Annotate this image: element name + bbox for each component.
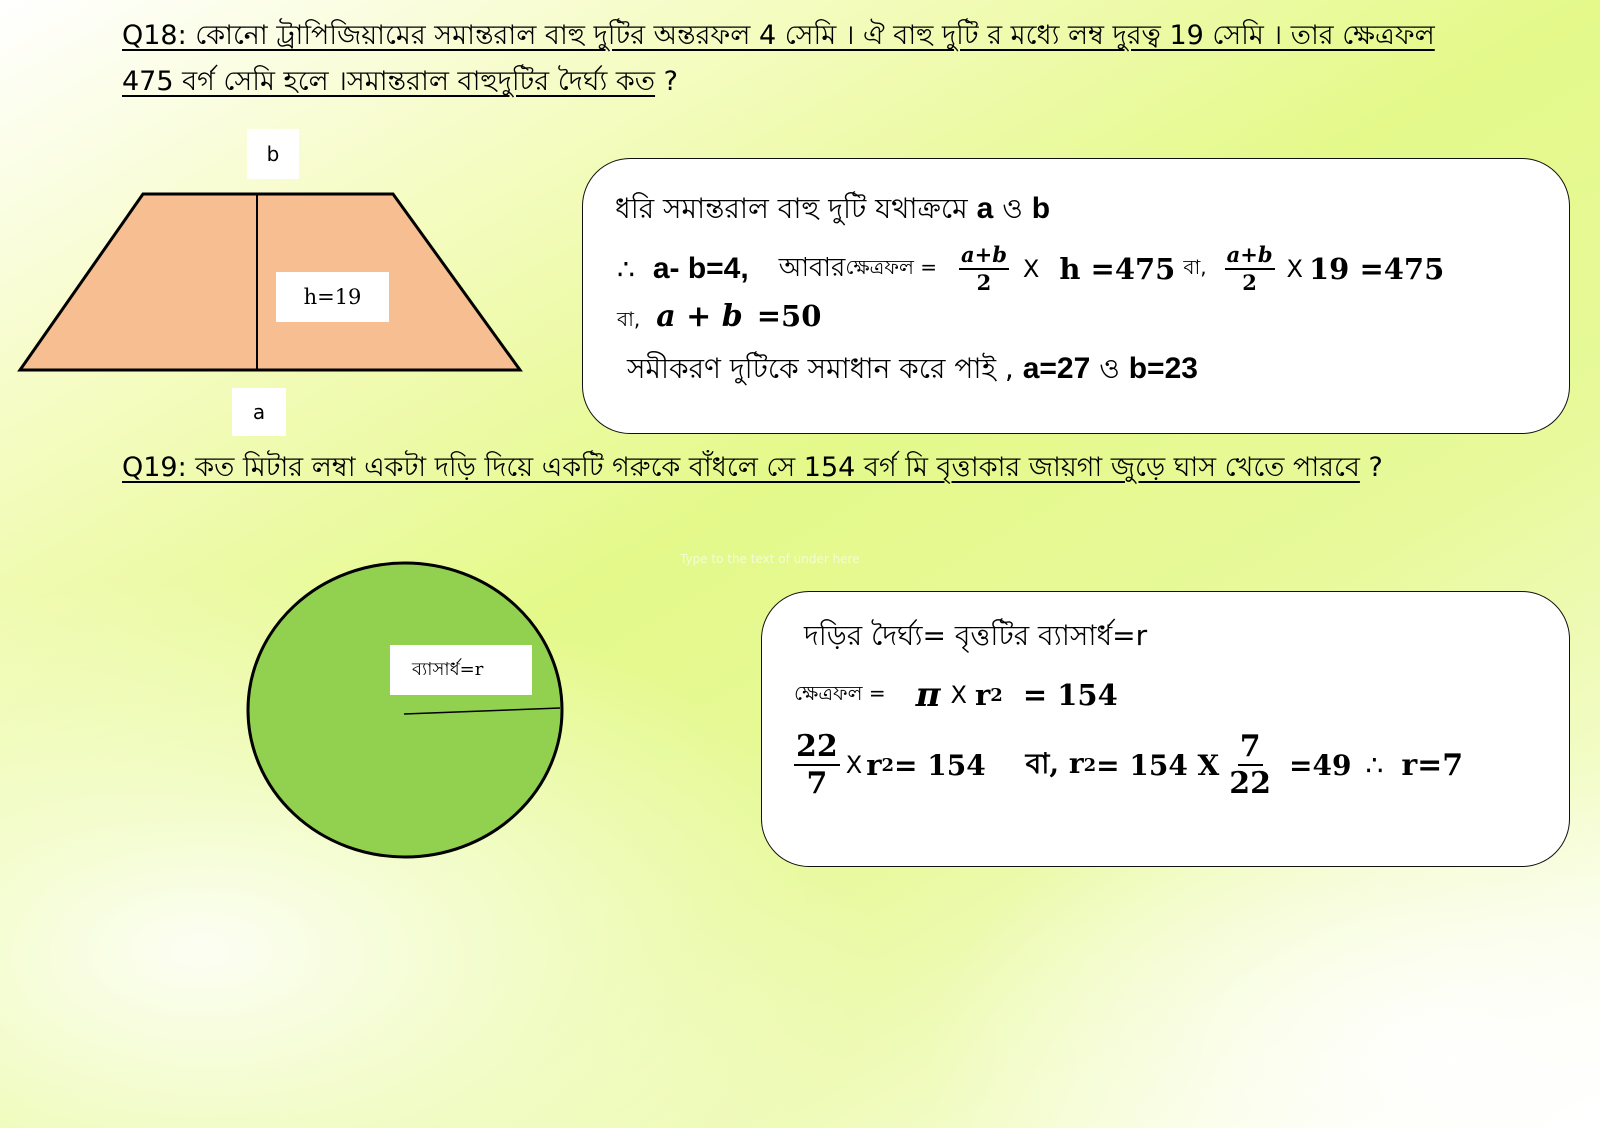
circle-diagram bbox=[230, 560, 570, 870]
q19-solution-panel bbox=[761, 591, 1570, 867]
q19-question: Q19: কত মিটার লম্বা একটা দড়ি দিয়ে একটি গরুকে বাঁধলে সে 154 বর্গ মি বৃত্তাকার জায়গা জুড়ে ঘাস খেতে পারবে ? bbox=[122, 452, 1383, 483]
fraction-a-plus-b-over-2: $\frac{a+b}{2}$ bbox=[961, 241, 1007, 295]
faint-placeholder-text: Type to the text of under here bbox=[680, 552, 860, 566]
q18-question-line2: 475 বর্গ সেমি হলে ।সমান্তরাল বাহুদুটির দৈর্ঘ্য কত ? bbox=[122, 66, 678, 97]
q18-question-line1: Q18: কোনো ট্রাপিজিয়ামের সমান্তরাল বাহু দুটির অন্তরফল 4 সেমি । ঐ বাহু দুটি র মধ্যে লম্ব দুরত্ব 19 সেমি । তার ক্ষেত্রফল bbox=[122, 20, 1435, 51]
fraction-7-over-22: $\frac{7}{22}$ bbox=[1229, 728, 1272, 801]
q19-solution-line3: $\frac{22}{7}$ X r 2 = 154 বা, r 2 = 154 X $\frac{7}{22}$ =49 ∴ r=7 bbox=[796, 728, 1464, 801]
q18-solution-line4: সমীকরণ দুটিকে সমাধান করে পাই , a=27 ও b=23 bbox=[627, 352, 1198, 385]
q18-solution-line3: বা, a + b =50 bbox=[617, 299, 822, 334]
trapezoid-diagram bbox=[0, 0, 560, 440]
q18-solution-line2: ∴ a- b=4, আবার ক্ষেত্রফল = $\frac{a+b}{2}$ X h =475 বা, $\frac{a+b}{2}$ X 19 =475 bbox=[617, 241, 1445, 295]
label-top-side: b bbox=[247, 129, 299, 179]
fraction-22-over-7: $\frac{22}{7}$ bbox=[796, 728, 838, 801]
q19-solution-line2: ক্ষেত্রফল = π X r 2 = 154 bbox=[794, 675, 1118, 715]
trapezoid-shape bbox=[20, 194, 520, 370]
label-bottom-side: a bbox=[232, 388, 286, 436]
q18-solution-line1: ধরি সমান্তরাল বাহু দুটি যথাক্রমে a ও b bbox=[615, 192, 1051, 225]
label-radius: ব্যাসার্ধ=r bbox=[390, 645, 532, 695]
q19-solution-line1: দড়ির দৈর্ঘ্য= বৃত্তটির ব্যাসার্ধ=r bbox=[804, 619, 1148, 652]
label-height: h=19 bbox=[276, 272, 389, 322]
fraction-a-plus-b-over-2-second: $\frac{a+b}{2}$ bbox=[1226, 241, 1273, 295]
q18-solution-panel bbox=[582, 158, 1570, 434]
